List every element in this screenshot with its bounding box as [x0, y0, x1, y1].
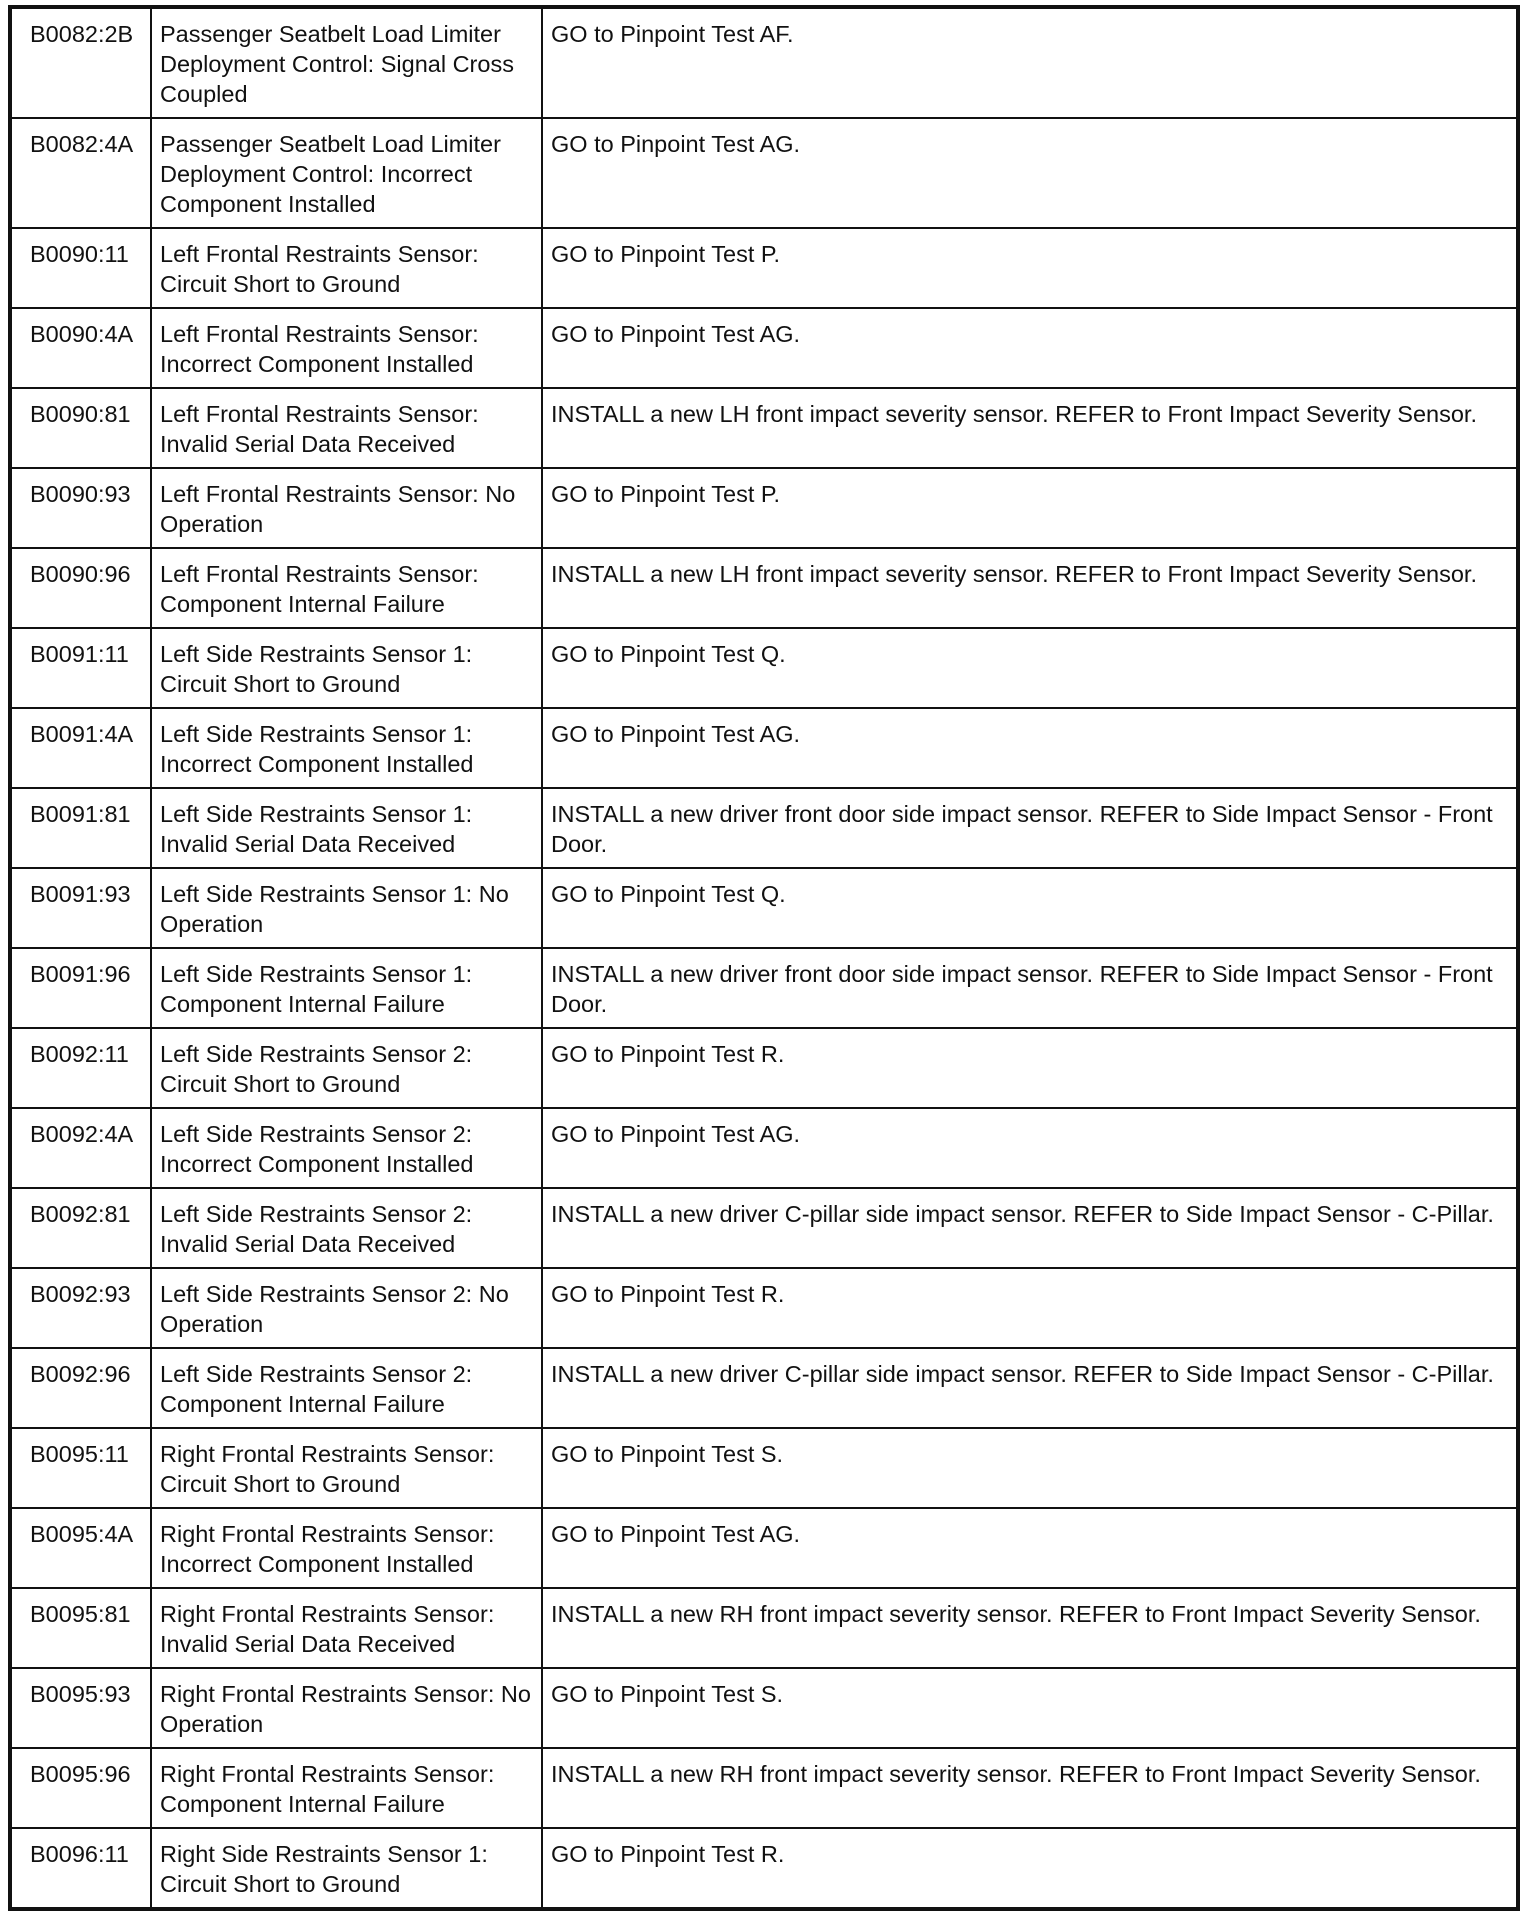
dtc-description-cell: Left Frontal Restraints Sensor: Incorrect Component Installed	[151, 308, 542, 388]
dtc-description-cell: Left Side Restraints Sensor 1: Invalid Serial Data Received	[151, 788, 542, 868]
table-row	[10, 1348, 1518, 1428]
table-row	[10, 7, 1518, 118]
dtc-description-cell: Right Frontal Restraints Sensor: Incorrect Component Installed	[151, 1508, 542, 1588]
dtc-action-cell: INSTALL a new LH front impact severity sensor. REFER to Front Impact Severity Sensor.	[542, 388, 1518, 468]
dtc-code-cell: B0096:11	[10, 1828, 151, 1909]
dtc-action-cell: INSTALL a new driver C-pillar side impact sensor. REFER to Side Impact Sensor - C-Pillar.	[542, 1188, 1518, 1268]
dtc-table-body	[10, 7, 1518, 1909]
dtc-action-cell: INSTALL a new driver front door side impact sensor. REFER to Side Impact Sensor - Front Door.	[542, 788, 1518, 868]
table-row	[10, 1108, 1518, 1188]
dtc-description-cell: Right Frontal Restraints Sensor: Circuit Short to Ground	[151, 1428, 542, 1508]
dtc-code-cell: B0092:4A	[10, 1108, 151, 1188]
dtc-description-cell: Left Side Restraints Sensor 1: Component Internal Failure	[151, 948, 542, 1028]
dtc-description-cell: Right Side Restraints Sensor 1: Circuit Short to Ground	[151, 1828, 542, 1909]
dtc-description-cell: Passenger Seatbelt Load Limiter Deployment Control: Signal Cross Coupled	[151, 7, 542, 118]
dtc-description-cell: Right Frontal Restraints Sensor: Component Internal Failure	[151, 1748, 542, 1828]
dtc-table	[8, 5, 1520, 1911]
dtc-code-cell: B0090:93	[10, 468, 151, 548]
table-row	[10, 308, 1518, 388]
table-row	[10, 1828, 1518, 1909]
dtc-action-cell: GO to Pinpoint Test R.	[542, 1028, 1518, 1108]
table-row	[10, 118, 1518, 228]
dtc-description-cell: Left Side Restraints Sensor 2: Component Internal Failure	[151, 1348, 542, 1428]
dtc-code-cell: B0091:96	[10, 948, 151, 1028]
dtc-code-cell: B0090:4A	[10, 308, 151, 388]
table-row	[10, 1428, 1518, 1508]
dtc-action-cell: GO to Pinpoint Test AG.	[542, 1108, 1518, 1188]
dtc-action-cell: GO to Pinpoint Test P.	[542, 468, 1518, 548]
dtc-action-cell: INSTALL a new driver C-pillar side impact sensor. REFER to Side Impact Sensor - C-Pillar.	[542, 1348, 1518, 1428]
dtc-action-cell: GO to Pinpoint Test S.	[542, 1428, 1518, 1508]
dtc-action-cell: GO to Pinpoint Test Q.	[542, 868, 1518, 948]
table-row	[10, 1588, 1518, 1668]
table-row	[10, 708, 1518, 788]
dtc-description-cell: Passenger Seatbelt Load Limiter Deployment Control: Incorrect Component Installed	[151, 118, 542, 228]
table-row	[10, 468, 1518, 548]
dtc-action-cell: GO to Pinpoint Test R.	[542, 1268, 1518, 1348]
dtc-code-cell: B0092:81	[10, 1188, 151, 1268]
table-row	[10, 548, 1518, 628]
table-row	[10, 1508, 1518, 1588]
dtc-code-cell: B0091:81	[10, 788, 151, 868]
table-row	[10, 948, 1518, 1028]
dtc-description-cell: Right Frontal Restraints Sensor: Invalid Serial Data Received	[151, 1588, 542, 1668]
dtc-code-cell: B0095:96	[10, 1748, 151, 1828]
dtc-description-cell: Left Side Restraints Sensor 2: Incorrect Component Installed	[151, 1108, 542, 1188]
table-row	[10, 788, 1518, 868]
dtc-code-cell: B0092:93	[10, 1268, 151, 1348]
table-row	[10, 1028, 1518, 1108]
dtc-description-cell: Right Frontal Restraints Sensor: No Operation	[151, 1668, 542, 1748]
table-row	[10, 1668, 1518, 1748]
dtc-code-cell: B0092:11	[10, 1028, 151, 1108]
table-row	[10, 388, 1518, 468]
dtc-action-cell: GO to Pinpoint Test AG.	[542, 708, 1518, 788]
dtc-action-cell: GO to Pinpoint Test AG.	[542, 1508, 1518, 1588]
dtc-action-cell: INSTALL a new LH front impact severity sensor. REFER to Front Impact Severity Sensor.	[542, 548, 1518, 628]
dtc-action-cell: INSTALL a new RH front impact severity sensor. REFER to Front Impact Severity Sensor.	[542, 1748, 1518, 1828]
dtc-code-cell: B0095:81	[10, 1588, 151, 1668]
dtc-action-cell: INSTALL a new RH front impact severity sensor. REFER to Front Impact Severity Sensor.	[542, 1588, 1518, 1668]
dtc-description-cell: Left Side Restraints Sensor 1: No Operation	[151, 868, 542, 948]
dtc-action-cell: GO to Pinpoint Test R.	[542, 1828, 1518, 1909]
dtc-code-cell: B0090:11	[10, 228, 151, 308]
table-row	[10, 628, 1518, 708]
dtc-code-cell: B0091:4A	[10, 708, 151, 788]
dtc-code-cell: B0095:4A	[10, 1508, 151, 1588]
dtc-code-cell: B0091:11	[10, 628, 151, 708]
dtc-description-cell: Left Side Restraints Sensor 1: Circuit Short to Ground	[151, 628, 542, 708]
dtc-description-cell: Left Frontal Restraints Sensor: Circuit Short to Ground	[151, 228, 542, 308]
dtc-description-cell: Left Side Restraints Sensor 2: Circuit Short to Ground	[151, 1028, 542, 1108]
dtc-action-cell: GO to Pinpoint Test AG.	[542, 308, 1518, 388]
dtc-description-cell: Left Frontal Restraints Sensor: No Operation	[151, 468, 542, 548]
dtc-code-cell: B0090:81	[10, 388, 151, 468]
dtc-action-cell: GO to Pinpoint Test S.	[542, 1668, 1518, 1748]
table-row	[10, 1268, 1518, 1348]
dtc-action-cell: GO to Pinpoint Test AF.	[542, 7, 1518, 118]
dtc-code-cell: B0095:11	[10, 1428, 151, 1508]
dtc-action-cell: INSTALL a new driver front door side impact sensor. REFER to Side Impact Sensor - Front Door.	[542, 948, 1518, 1028]
dtc-code-cell: B0091:93	[10, 868, 151, 948]
table-row	[10, 228, 1518, 308]
dtc-code-cell: B0082:2B	[10, 7, 151, 118]
table-row	[10, 1188, 1518, 1268]
dtc-action-cell: GO to Pinpoint Test Q.	[542, 628, 1518, 708]
dtc-action-cell: GO to Pinpoint Test P.	[542, 228, 1518, 308]
dtc-action-cell: GO to Pinpoint Test AG.	[542, 118, 1518, 228]
dtc-description-cell: Left Frontal Restraints Sensor: Component Internal Failure	[151, 548, 542, 628]
dtc-description-cell: Left Side Restraints Sensor 2: No Operation	[151, 1268, 542, 1348]
dtc-description-cell: Left Side Restraints Sensor 1: Incorrect Component Installed	[151, 708, 542, 788]
dtc-code-cell: B0082:4A	[10, 118, 151, 228]
dtc-code-cell: B0092:96	[10, 1348, 151, 1428]
dtc-description-cell: Left Frontal Restraints Sensor: Invalid Serial Data Received	[151, 388, 542, 468]
dtc-description-cell: Left Side Restraints Sensor 2: Invalid Serial Data Received	[151, 1188, 542, 1268]
table-row	[10, 868, 1518, 948]
table-row	[10, 1748, 1518, 1828]
dtc-code-cell: B0095:93	[10, 1668, 151, 1748]
dtc-code-cell: B0090:96	[10, 548, 151, 628]
